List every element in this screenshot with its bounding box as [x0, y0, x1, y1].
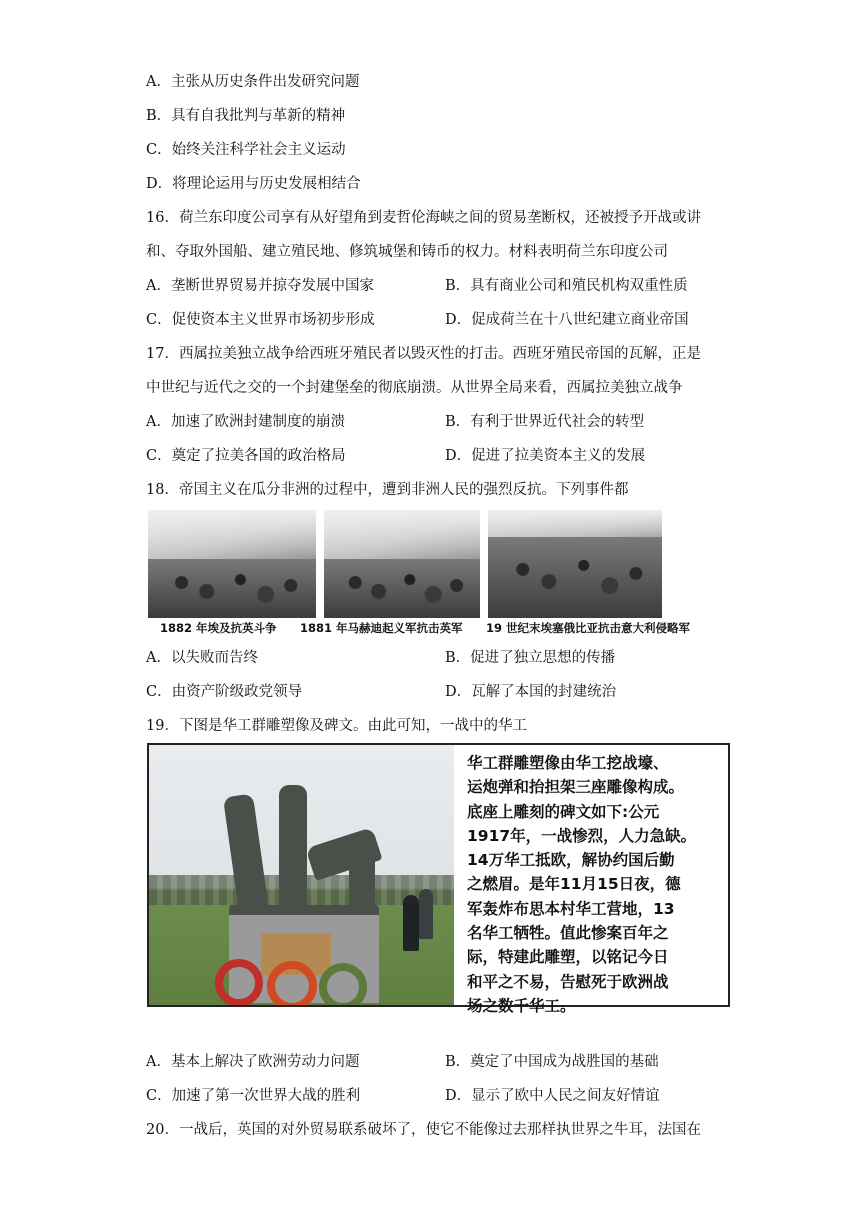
q18-option-d: D．瓦解了本国的封建统治 — [445, 684, 617, 700]
q16-option-b: B．具有商业公司和殖民机构双重性质 — [445, 278, 688, 294]
q17-option-a: A．加速了欧洲封建制度的崩溃 — [146, 414, 345, 430]
q16-option-a: A．垄断世界贸易并掠夺发展中国家 — [146, 278, 374, 294]
q19-inscription-line: 底座上雕刻的碑文如下:公元 — [467, 802, 660, 821]
q15-option-d: D．将理论运用与历史发展相结合 — [146, 176, 361, 192]
q15-option-b: B．具有自我批判与革新的精神 — [146, 108, 346, 124]
q19-inscription — [467, 751, 729, 1018]
q16-option-c: C．促使资本主义世界市场初步形成 — [146, 312, 375, 328]
q15-option-c: C．始终关注科学社会主义运动 — [146, 142, 346, 158]
q19-inscription-line: 名华工牺牲。值此惨案百年之 — [467, 924, 669, 943]
q19-inscription-line: 之燃眉。是年11月15日夜，德 — [467, 875, 681, 894]
q19-inscription-line: 和平之不易，告慰死于欧洲战 — [467, 972, 669, 991]
q17-option-b: B．有利于世界近代社会的转型 — [445, 414, 645, 430]
q18-caption-3: 19 世纪末埃塞俄比亚抗击意大利侵略军 — [486, 621, 691, 635]
q19-option-d: D．显示了欧中人民之间友好情谊 — [445, 1088, 660, 1104]
q19-inscription-line: 际，特建此雕塑，以铭记今日 — [467, 948, 669, 967]
q19-inscription-line: 军轰炸布思本村华工营地，13 — [467, 899, 675, 918]
q18-option-a: A．以失败而告终 — [146, 650, 258, 666]
q17-stem-line1: 17．西属拉美独立战争给西班牙殖民者以毁灭性的打击。西班牙殖民帝国的瓦解，正是 — [146, 346, 701, 362]
q19-memorial-figure — [147, 743, 730, 1015]
q18-caption-1: 1882 年埃及抗英斗争 — [160, 621, 277, 635]
q19-sculpture-photo — [149, 745, 454, 1005]
q18-option-b: B．促进了独立思想的传播 — [445, 650, 616, 666]
q18-caption-bar — [148, 618, 691, 638]
q17-option-d: D．促进了拉美资本主义的发展 — [445, 448, 646, 464]
q19-inscription-line: 运炮弹和抬担架三座雕像构成。 — [467, 778, 685, 797]
q19-inscription-line: 1917年，一战惨烈，人力急缺。 — [467, 826, 697, 845]
q19-option-a: A．基本上解决了欧洲劳动力问题 — [146, 1054, 360, 1070]
q19-stem: 19．下图是华工群雕塑像及碑文。由此可知，一战中的华工 — [146, 718, 527, 734]
q19-option-c: C．加速了第一次世界大战的胜利 — [146, 1088, 361, 1104]
q18-photo-mahdi — [324, 510, 480, 618]
q18-photo-egypt — [148, 510, 316, 618]
q16-option-d: D．促成荷兰在十八世纪建立商业帝国 — [445, 312, 689, 328]
q19-inscription-line: 华工群雕塑像由华工挖战壕、 — [467, 754, 669, 772]
q18-stem: 18．帝国主义在瓜分非洲的过程中，遭到非洲人民的强烈反抗。下列事件都 — [146, 482, 629, 498]
q16-stem-line1: 16．荷兰东印度公司享有从好望角到麦哲伦海峡之间的贸易垄断权，还被授予开战或讲 — [146, 210, 701, 226]
q20-stem-line1: 20．一战后，英国的对外贸易联系破坏了，使它不能像过去那样执世界之牛耳，法国在 — [146, 1122, 701, 1138]
q19-inscription-line: 14万华工抵欧，解协约国后勤 — [467, 851, 675, 870]
q15-option-a: A．主张从历史条件出发研究问题 — [146, 74, 360, 90]
q19-inscription-line: 场之数千华工。 — [467, 996, 576, 1015]
q18-option-c: C．由资产阶级政党领导 — [146, 684, 303, 700]
q18-photo-ethiopia — [488, 510, 662, 618]
q17-option-c: C．奠定了拉美各国的政治格局 — [146, 448, 346, 464]
q17-stem-line2: 中世纪与近代之交的一个封建堡垒的彻底崩溃。从世界全局来看，西属拉美独立战争 — [146, 380, 683, 396]
q16-stem-line2: 和、夺取外国船、建立殖民地、修筑城堡和铸币的权力。材料表明荷兰东印度公司 — [146, 244, 668, 260]
q18-caption-2: 1881 年马赫迪起义军抗击英军 — [300, 621, 463, 635]
q19-option-b: B．奠定了中国成为战胜国的基础 — [445, 1054, 659, 1070]
